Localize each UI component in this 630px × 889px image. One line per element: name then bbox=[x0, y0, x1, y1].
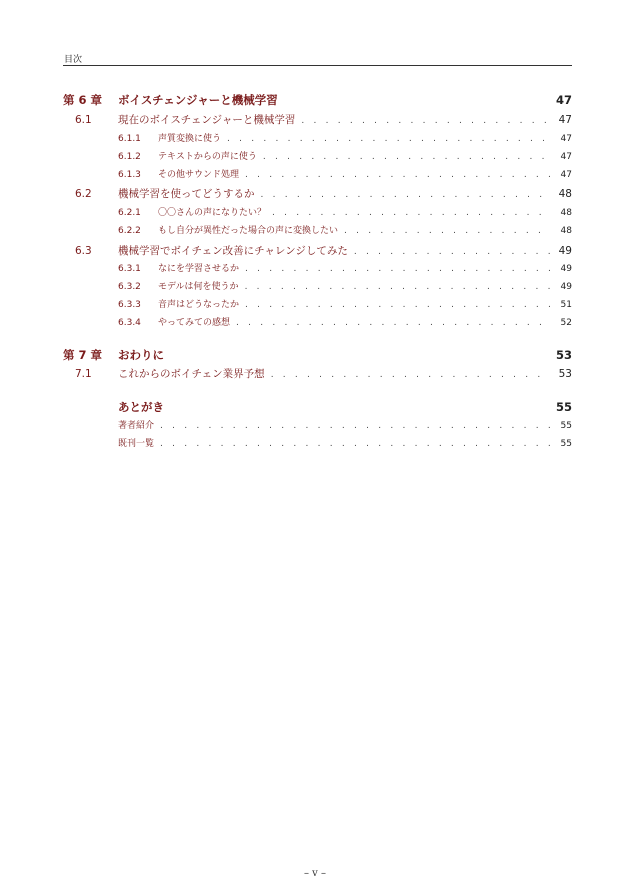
toc-entry-title[interactable]: 既刊一覧 bbox=[118, 439, 155, 449]
toc-entry-item[interactable] bbox=[63, 436, 572, 449]
dot-leader bbox=[227, 134, 550, 144]
toc-entry-title[interactable]: もし自分が異性だった場合の声に変換したい bbox=[158, 226, 339, 236]
dot-leader bbox=[344, 226, 550, 236]
toc-entry-title[interactable]: モデルは何を使うか bbox=[158, 282, 239, 292]
toc-entry-number: 6.3.3 bbox=[118, 300, 141, 310]
toc-entry-number: 第 6 章 bbox=[63, 93, 103, 107]
toc-entry-subsection[interactable] bbox=[63, 223, 572, 236]
dot-leader bbox=[261, 190, 551, 200]
toc-entry-title[interactable]: 音声はどうなったか bbox=[158, 300, 240, 310]
dot-leader bbox=[236, 318, 550, 328]
toc-entry-page[interactable]: 47 bbox=[558, 114, 572, 126]
toc-entry-title[interactable]: 機械学習でボイチェン改善にチャレンジしてみた bbox=[118, 245, 348, 257]
toc-entry-page[interactable]: 47 bbox=[560, 134, 572, 144]
dot-leader bbox=[272, 208, 550, 218]
toc-entry-section[interactable] bbox=[63, 112, 572, 127]
toc-entry-number: 6.1.2 bbox=[118, 152, 141, 162]
toc-entry-page[interactable]: 55 bbox=[555, 400, 572, 414]
toc-entry-number: 6.3.4 bbox=[118, 318, 141, 328]
dot-leader bbox=[301, 116, 550, 126]
toc-entry-number: 6.3.1 bbox=[118, 264, 141, 274]
dot-leader bbox=[245, 300, 550, 310]
toc-entry-number: 6.1.3 bbox=[118, 170, 141, 180]
dot-leader bbox=[245, 282, 550, 292]
toc-entry-subsection[interactable] bbox=[63, 205, 572, 218]
toc-entry-page[interactable]: 53 bbox=[558, 368, 572, 380]
toc-entry-page[interactable]: 51 bbox=[560, 300, 572, 310]
toc-entry-subsection[interactable] bbox=[63, 149, 572, 162]
toc-entry-page[interactable]: 47 bbox=[560, 170, 572, 180]
toc-entry-subsection[interactable] bbox=[63, 315, 572, 328]
toc-entry-page[interactable]: 49 bbox=[560, 282, 572, 292]
page-header-title: 目次 bbox=[64, 55, 83, 65]
toc-entry-title[interactable]: 現在のボイスチェンジャーと機械学習 bbox=[118, 114, 296, 126]
toc-entry-section[interactable] bbox=[63, 366, 572, 381]
toc-entry-page[interactable]: 53 bbox=[555, 348, 572, 362]
toc-entry-title[interactable]: なにを学習させるか bbox=[158, 264, 240, 274]
header-rule bbox=[63, 65, 572, 66]
toc-entry-title[interactable]: やってみての感想 bbox=[158, 318, 231, 328]
toc-entry-subsection[interactable] bbox=[63, 131, 572, 144]
toc-entry-subsection[interactable] bbox=[63, 167, 572, 180]
dot-leader bbox=[263, 152, 550, 162]
toc-entry-title[interactable]: これからのボイチェン業界予想 bbox=[118, 368, 265, 380]
dot-leader bbox=[160, 421, 550, 431]
toc-entry-page[interactable]: 48 bbox=[560, 226, 572, 236]
dot-leader bbox=[245, 170, 550, 180]
toc-entry-chapter[interactable] bbox=[63, 399, 572, 415]
toc-entry-page[interactable]: 48 bbox=[558, 188, 572, 200]
dot-leader bbox=[271, 370, 550, 380]
toc-entry-page[interactable]: 47 bbox=[555, 93, 572, 107]
toc-entry-number: 6.2.1 bbox=[118, 208, 141, 218]
toc-entry-chapter[interactable] bbox=[63, 347, 572, 363]
toc-entry-subsection[interactable] bbox=[63, 279, 572, 292]
toc-entry-title[interactable]: あとがき bbox=[118, 400, 164, 414]
toc-entry-title[interactable]: 機械学習を使ってどうするか bbox=[118, 188, 255, 200]
toc-entry-number: 6.2.2 bbox=[118, 226, 141, 236]
toc-entry-title[interactable]: その他サウンド処理 bbox=[158, 170, 240, 180]
toc-entry-page[interactable]: 49 bbox=[560, 264, 572, 274]
toc-entry-number: 6.1.1 bbox=[118, 134, 141, 144]
toc-entry-number: 6.1 bbox=[75, 114, 92, 126]
toc-entry-page[interactable]: 55 bbox=[560, 439, 572, 449]
toc-entry-page[interactable]: 52 bbox=[560, 318, 572, 328]
toc-entry-number: 第 7 章 bbox=[63, 348, 103, 362]
toc-entry-title[interactable]: おわりに bbox=[118, 348, 164, 362]
toc-entry-section[interactable] bbox=[63, 243, 572, 258]
toc-entry-title[interactable]: 声質変換に使う bbox=[158, 134, 222, 144]
toc-entry-number: 6.3.2 bbox=[118, 282, 141, 292]
toc-entry-title[interactable]: 〇〇さんの声になりたい？ bbox=[158, 208, 267, 218]
dot-leader bbox=[245, 264, 550, 274]
toc-entry-title[interactable]: テキストからの声に使う bbox=[158, 152, 257, 162]
toc-entry-page[interactable]: 49 bbox=[558, 245, 572, 257]
toc-entry-subsection[interactable] bbox=[63, 261, 572, 274]
dot-leader bbox=[354, 247, 550, 257]
toc-entry-item[interactable] bbox=[63, 418, 572, 431]
toc-entry-subsection[interactable] bbox=[63, 297, 572, 310]
toc-entry-page[interactable]: 55 bbox=[560, 421, 572, 431]
toc-entry-page[interactable]: 47 bbox=[560, 152, 572, 162]
toc-entry-page[interactable]: 48 bbox=[560, 208, 572, 218]
toc-entry-number: 6.2 bbox=[75, 188, 92, 200]
page-number-footer: – v – bbox=[303, 868, 326, 879]
toc-entry-number: 7.1 bbox=[75, 368, 92, 380]
toc-entry-number: 6.3 bbox=[75, 245, 92, 257]
toc-entry-section[interactable] bbox=[63, 186, 572, 201]
toc-entry-title[interactable]: ボイスチェンジャーと機械学習 bbox=[118, 93, 278, 107]
toc-entry-title[interactable]: 著者紹介 bbox=[118, 421, 155, 431]
dot-leader bbox=[160, 439, 550, 449]
toc-entry-chapter[interactable] bbox=[63, 92, 572, 108]
